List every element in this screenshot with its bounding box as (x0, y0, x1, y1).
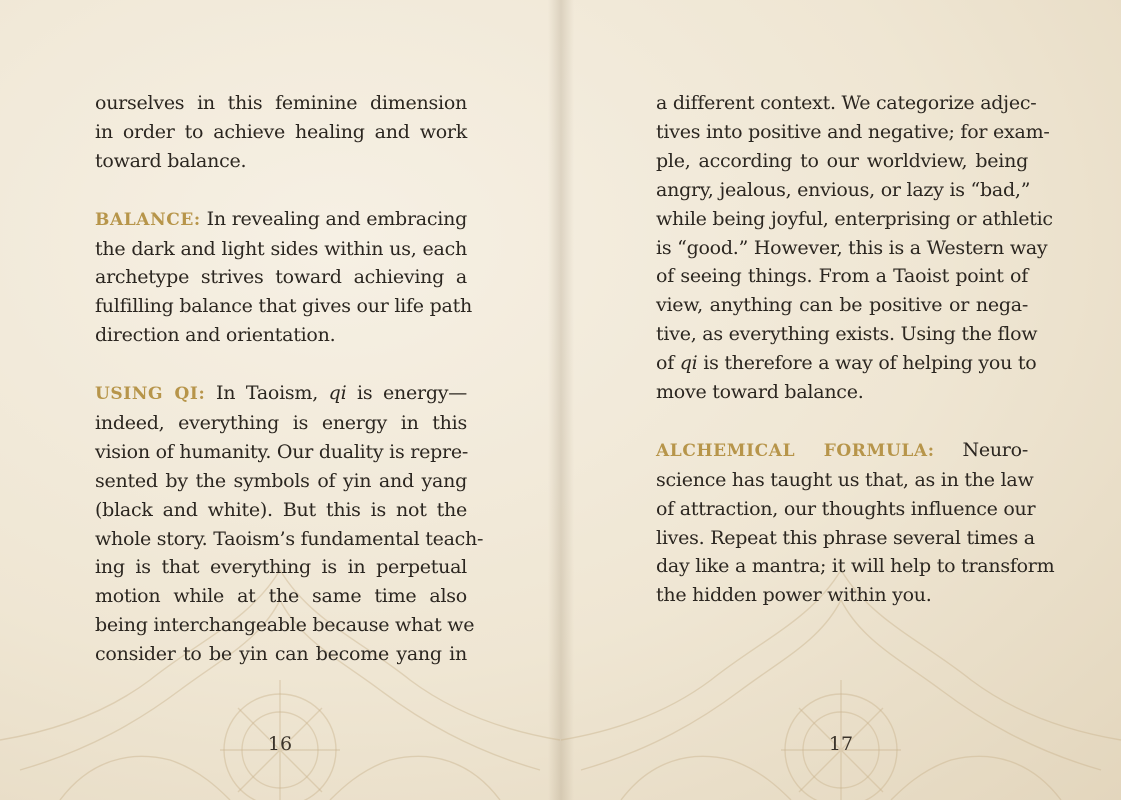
balance-heading: BALANCE: (95, 209, 201, 230)
text-line: toward balance. (95, 149, 247, 172)
text-line: vision of humanity. Our duality is repre- (95, 440, 468, 463)
text-line: in order to achieve healing and work (95, 120, 467, 143)
paragraph-gap (656, 407, 1028, 436)
text-line: move toward balance. (656, 381, 864, 404)
text-line: archetype strives toward achieving a (95, 266, 467, 289)
qi-line-post: is therefore a way of helping you to (697, 352, 1037, 375)
text-line: motion while at the same time also (95, 585, 467, 608)
text-line: is “good.” However, this is a Western way (656, 236, 1048, 259)
formula-first-line: Neuro- (934, 438, 1028, 461)
text-line: of attraction, our thoughts influence our (656, 497, 1036, 520)
paragraph-gap (95, 350, 467, 379)
text-line: (black and white). But this is not the (95, 498, 467, 521)
using-qi-heading: USING QI: (95, 384, 206, 405)
qi-line-pre: of (656, 352, 680, 375)
page-number: 16 (267, 733, 293, 755)
right-page (561, 0, 1121, 800)
text-line: ourselves in this feminine dimension (95, 92, 467, 114)
qi-first-post: is energy— (346, 382, 467, 405)
text-line: tive, as everything exists. Using the flow (656, 323, 1038, 346)
left-page-text (95, 89, 484, 669)
text-line (95, 205, 467, 235)
balance-first-line: In revealing and embracing (200, 207, 467, 230)
text-line: fulfilling balance that gives our life path (95, 295, 472, 318)
text-line: tives into positive and negative; for exam- (656, 120, 1050, 143)
qi-term: qi (679, 352, 698, 375)
page-number: 17 (828, 733, 854, 755)
text-line: consider to be yin can become yang in (95, 643, 467, 666)
text-line: sented by the symbols of yin and yang (95, 469, 467, 492)
qi-term: qi (328, 382, 347, 405)
text-line: day like a mantra; it will help to transform (656, 555, 1055, 578)
text-line: indeed, everything is energy in this (95, 411, 467, 434)
text-line: view, anything can be positive or nega- (656, 294, 1028, 317)
text-line: the dark and light sides within us, each (95, 237, 467, 260)
text-line: direction and orientation. (95, 324, 336, 347)
text-line (656, 349, 1037, 378)
text-line: lives. Repeat this phrase several times a (656, 526, 1035, 549)
text-line: the hidden power within you. (656, 584, 932, 607)
text-line: science has taught us that, as in the law (656, 468, 1034, 491)
text-line: of seeing things. From a Taoist point of (656, 265, 1028, 288)
left-page (0, 0, 560, 800)
text-line: whole story. Taoism’s fundamental teach- (95, 527, 484, 550)
right-page-text (656, 89, 1055, 610)
text-line: ing is that everything is in perpetual (95, 556, 467, 579)
text-line: angry, jealous, envious, or lazy is “bad,” (656, 178, 1031, 201)
text-line: while being joyful, enterprising or athletic (656, 207, 1053, 230)
text-line (95, 379, 467, 409)
qi-first-pre: In Taoism, (205, 382, 329, 405)
paragraph-gap (95, 176, 467, 205)
text-line (656, 436, 1028, 466)
text-line: being interchangeable because what we (95, 614, 475, 637)
text-line: a different context. We categorize adjec- (656, 92, 1037, 114)
text-line: ple, according to our worldview, being (656, 149, 1028, 172)
alchemical-formula-heading: ALCHEMICAL FORMULA: (656, 440, 935, 461)
